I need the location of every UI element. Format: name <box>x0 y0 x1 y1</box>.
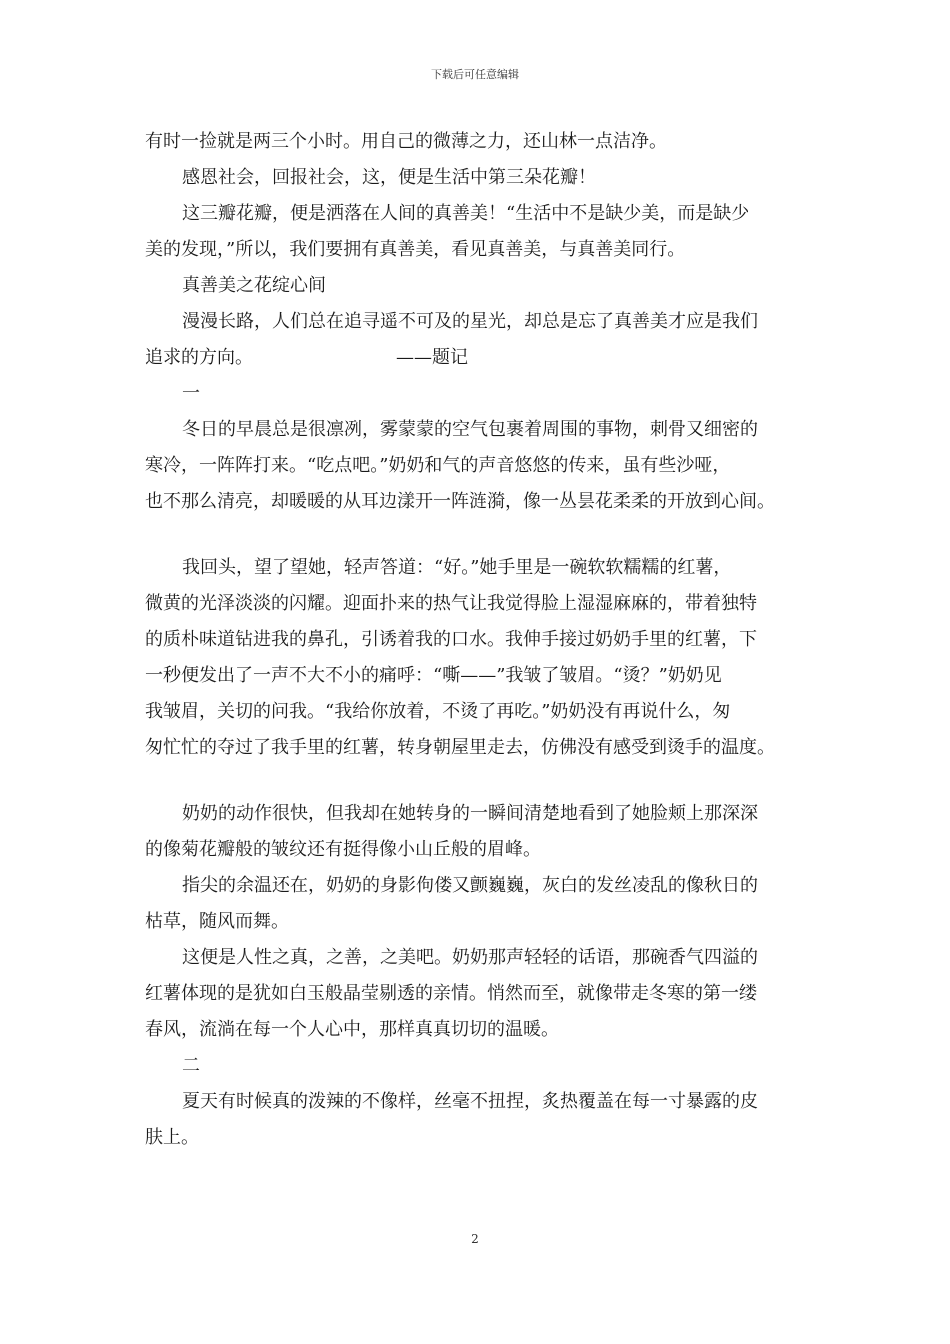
paragraph-line: 感恩社会，回报社会，这，便是生活中第三朵花瓣！ <box>182 167 596 188</box>
paragraph-line: 春风，流淌在每一个人心中，那样真真切切的温暖。 <box>145 1019 559 1040</box>
paragraph-line: 也不那么清亮，却暖暖的从耳边漾开一阵涟漪，像一丛昙花柔柔的开放到心间。 <box>145 491 775 512</box>
paragraph-line: 冬日的早晨总是很凛冽，雾蒙蒙的空气包裹着周围的事物，刺骨又细密的 <box>182 419 758 440</box>
epigraph-text: 追求的方向。 <box>145 347 253 368</box>
page-number: 2 <box>471 1232 479 1246</box>
paragraph-line: 我回头，望了望她，轻声答道：“好。”她手里是一碗软软糯糯的红薯， <box>182 557 732 578</box>
paragraph-line: 匆忙忙的夺过了我手里的红薯，转身朝屋里走去，仿佛没有感受到烫手的温度。 <box>145 737 775 758</box>
section-heading: 二 <box>182 1055 200 1076</box>
document-body <box>145 124 825 1156</box>
paragraph-line: 有时一捡就是两三个小时。用自己的微薄之力，还山林一点洁净。 <box>145 131 667 152</box>
page-header: 下载后可任意编辑 <box>431 68 519 81</box>
paragraph-line: 肤上。 <box>145 1127 199 1148</box>
paragraph-line: 夏天有时候真的泼辣的不像样，丝毫不扭捏，炙热覆盖在每一寸暴露的皮 <box>182 1091 758 1112</box>
paragraph-gap <box>145 766 825 796</box>
paragraph-line: 这便是人性之真，之善，之美吧。奶奶那声轻轻的话语，那碗香气四溢的 <box>182 947 758 968</box>
paragraph-line: 一秒便发出了一声不大不小的痛呼：“嘶——”我皱了皱眉。“烫？”奶奶见 <box>145 665 722 686</box>
paragraph-line <box>145 340 825 376</box>
paragraph-line: 这三瓣花瓣，便是洒落在人间的真善美！“生活中不是缺少美，而是缺少 <box>182 203 750 224</box>
paragraph-line: 微黄的光泽淡淡的闪耀。迎面扑来的热气让我觉得脸上湿湿麻麻的，带着独特 <box>145 593 757 614</box>
paragraph-line: 枯草，随风而舞。 <box>145 911 289 932</box>
essay-title: 真善美之花绽心间 <box>182 275 326 296</box>
paragraph-line: 漫漫长路，人们总在追寻遥不可及的星光，却总是忘了真善美才应是我们 <box>182 311 758 332</box>
paragraph-line: 奶奶的动作很快，但我却在她转身的一瞬间清楚地看到了她脸颊上那深深 <box>182 803 758 824</box>
paragraph-line: 的像菊花瓣般的皱纹还有挺得像小山丘般的眉峰。 <box>145 839 541 860</box>
paragraph-line: 红薯体现的是犹如白玉般晶莹剔透的亲情。悄然而至，就像带走冬寒的第一缕 <box>145 983 757 1004</box>
epigraph-attribution: ——题记 <box>396 347 468 368</box>
paragraph-line: 的质朴味道钻进我的鼻孔，引诱着我的口水。我伸手接过奶奶手里的红薯，下 <box>145 629 757 650</box>
paragraph-line: 寒冷，一阵阵打来。“吃点吧。”奶奶和气的声音悠悠的传来，虽有些沙哑， <box>145 455 731 476</box>
paragraph-line: 我皱眉，关切的问我。“我给你放着，不烫了再吃。”奶奶没有再说什么，匆 <box>145 701 731 722</box>
paragraph-line: 指尖的余温还在，奶奶的身影佝偻又颤巍巍，灰白的发丝凌乱的像秋日的 <box>182 875 758 896</box>
section-heading: 一 <box>182 383 200 404</box>
paragraph-gap <box>145 520 825 550</box>
paragraph-line: 美的发现，”所以，我们要拥有真善美，看见真善美，与真善美同行。 <box>145 239 686 260</box>
